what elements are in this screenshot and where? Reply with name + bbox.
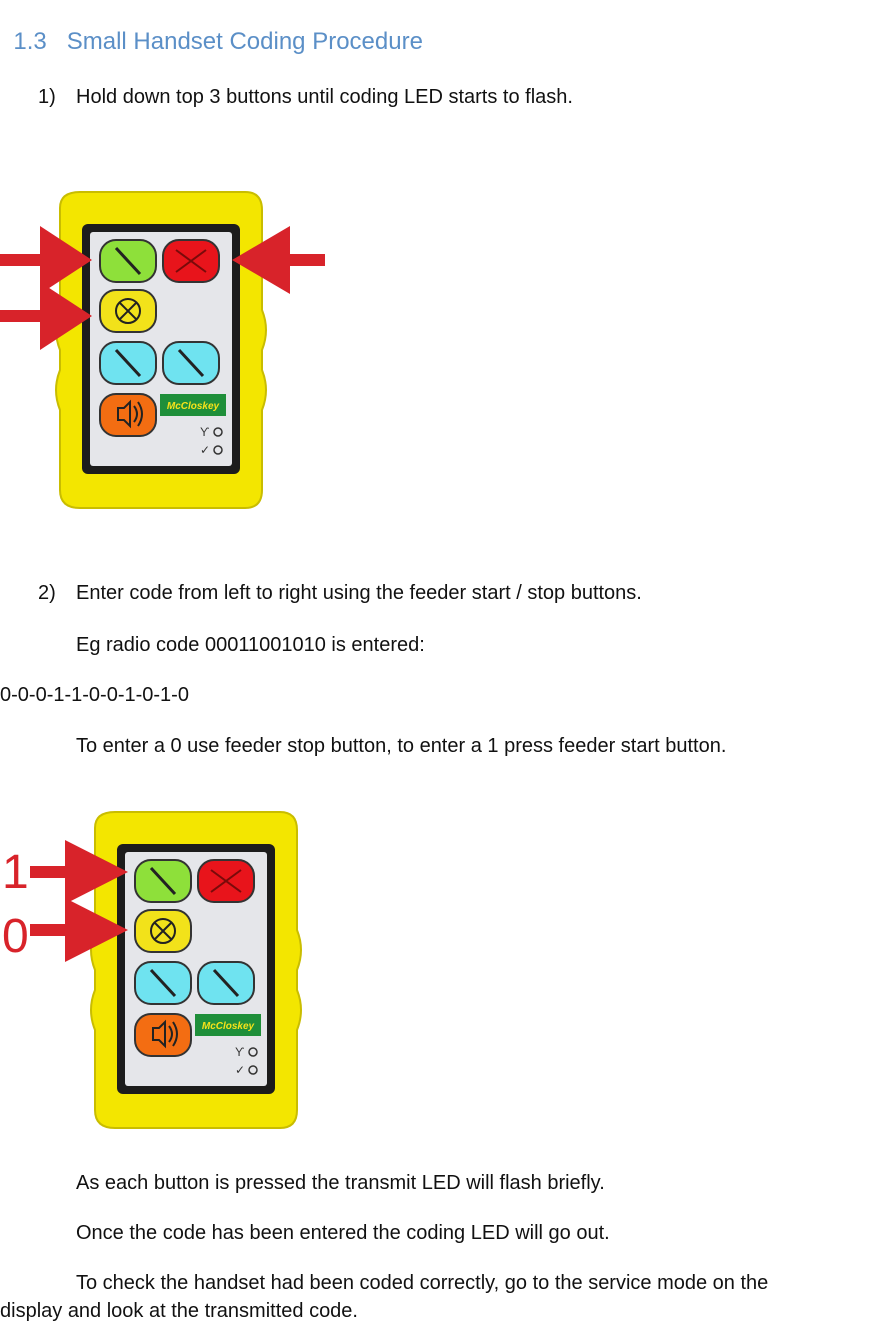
horn-button (135, 1014, 191, 1056)
handset-figure-2 (0, 800, 310, 1130)
label-one: 1 (2, 846, 29, 899)
brand-logo-text: McCloskey (166, 401, 220, 412)
brand-logo-text: McCloskey (201, 1021, 255, 1032)
check-text-line-2: display and look at the transmitted code. (0, 1300, 358, 1322)
example-text: Eg radio code 00011001010 is entered: (76, 634, 425, 656)
label-zero: 0 (2, 910, 29, 963)
step-2 (38, 582, 798, 608)
step-text: Enter code from left to right using the feeder start / stop buttons. (76, 582, 642, 604)
transmit-led-text: As each button is pressed the transmit LED will flash briefly. (76, 1172, 605, 1194)
check-icon: ✓ (200, 443, 211, 457)
handset-figure-1 (0, 180, 330, 510)
step-number: 2) (38, 582, 56, 604)
section-title: Small Handset Coding Procedure (66, 28, 423, 55)
code-sequence: 0-0-0-1-1-0-0-1-0-1-0 (0, 684, 189, 706)
check-icon: ✓ (235, 1063, 246, 1077)
instruction-text: To enter a 0 use feeder stop button, to enter a 1 press feeder start button. (76, 735, 727, 757)
section-number: 1.3 (13, 28, 47, 55)
horn-button (100, 394, 156, 436)
antenna-icon: ϒ (200, 425, 210, 439)
step-number: 1) (38, 86, 56, 108)
check-text-line-1: To check the handset had been coded correctly, go to the service mode on the (76, 1272, 769, 1294)
coding-led-text: Once the code has been entered the coding LED will go out. (76, 1222, 610, 1244)
step-text: Hold down top 3 buttons until coding LED starts to flash. (76, 86, 573, 108)
step-1 (38, 86, 738, 112)
antenna-icon: ϒ (235, 1045, 245, 1059)
section-heading (0, 0, 423, 56)
